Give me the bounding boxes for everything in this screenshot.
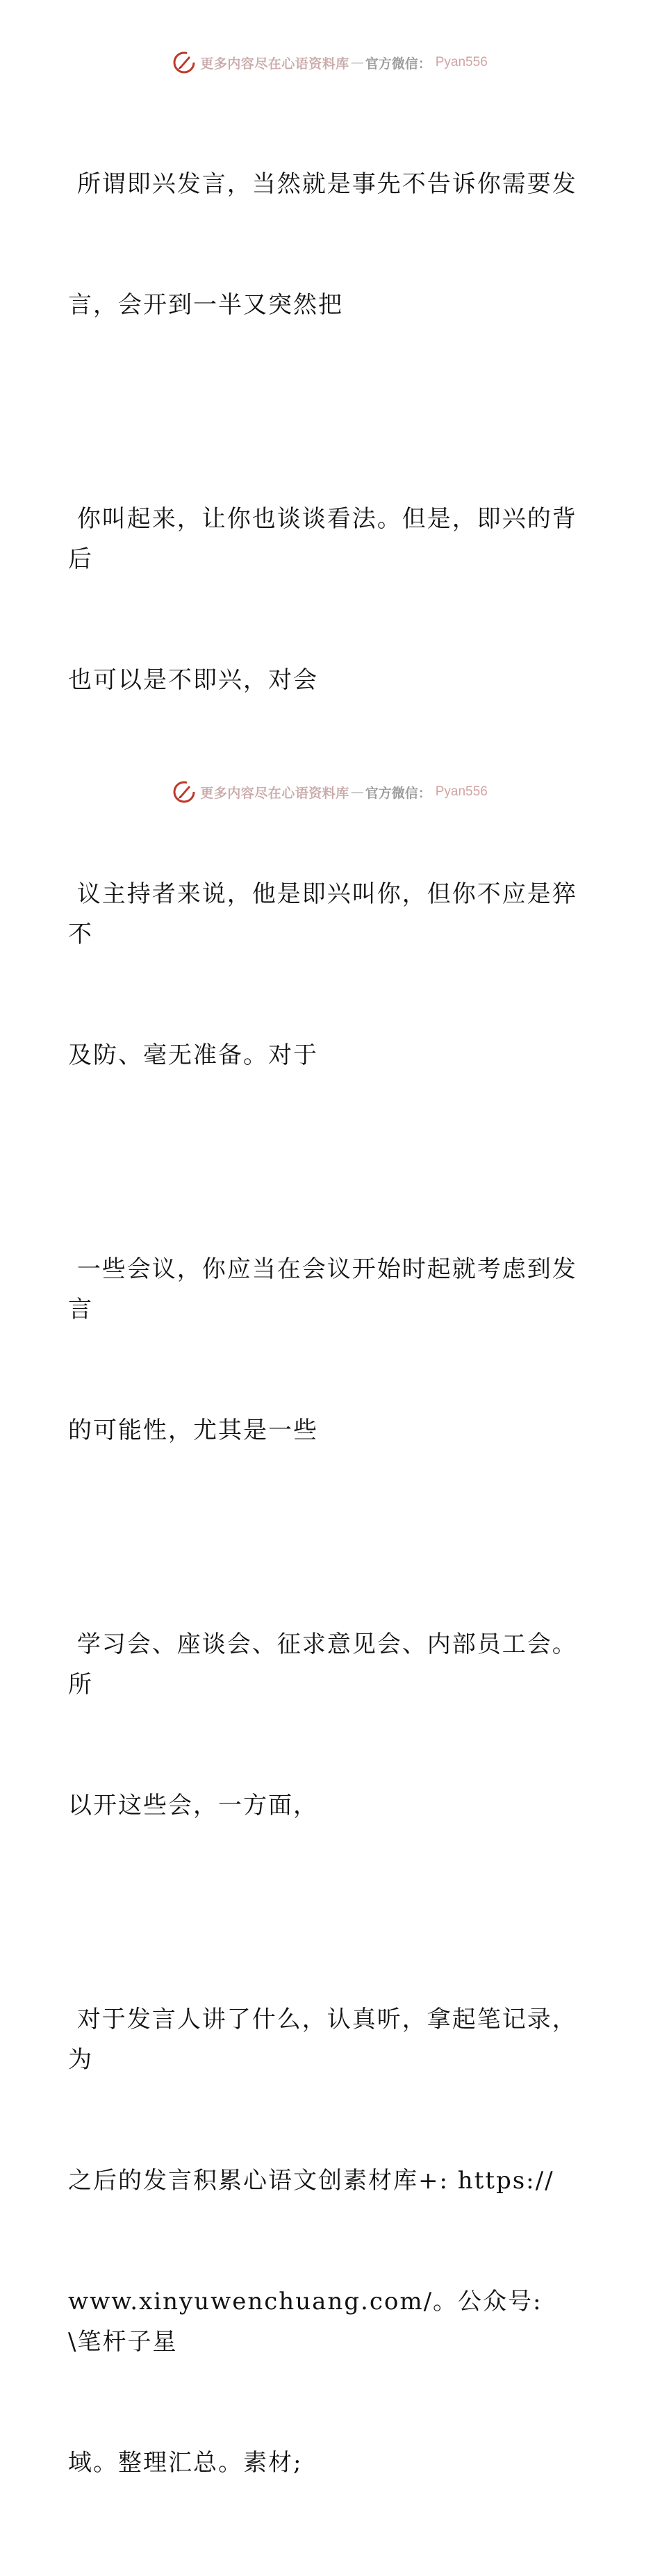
text-line: 及防、毫无准备。对于 xyxy=(68,1041,318,1069)
text-line: 你叫起来，让你也谈谈看法。但是，即兴的背后 xyxy=(68,505,577,573)
text-line: 学习会、座谈会、征求意见会、内部员工会。所 xyxy=(68,1630,577,1699)
paragraph xyxy=(68,793,582,1156)
text-line: 也可以是不即兴，对会 xyxy=(68,666,318,694)
text-line: 以开这些会，一方面， xyxy=(68,1792,318,1819)
banner-wechat-label: 官方微信： xyxy=(365,785,431,801)
banner-wechat-label: 官方微信： xyxy=(365,56,431,72)
text-line: 对于发言人讲了什么，认真听，拿起笔记录，为 xyxy=(68,2006,577,2074)
text-line: 之后的发言积累心语文创素材库+: https:// xyxy=(68,2167,554,2195)
text-line: 议主持者来说，他是即兴叫你，但你不应是猝不 xyxy=(68,880,577,948)
paragraph xyxy=(68,1544,582,1906)
banner-wechat-id: Pyan556 xyxy=(435,784,488,799)
quill-logo-icon xyxy=(172,780,196,804)
quill-logo-icon xyxy=(172,51,196,74)
banner-dash: — xyxy=(350,784,364,800)
banner-wechat-id: Pyan556 xyxy=(435,55,488,69)
text-line: 所谓即兴发言，当然就是事先不告诉你需要发 xyxy=(68,170,577,198)
banner-main-text: 更多内容尽在心语资料库 xyxy=(200,56,349,72)
header-banner xyxy=(0,49,660,76)
paragraph xyxy=(68,418,582,781)
paragraph xyxy=(68,1919,582,2563)
footer-banner xyxy=(0,778,660,806)
paragraph xyxy=(68,83,582,406)
document-body xyxy=(68,83,582,2576)
text-line: 言，会开到一半又突然把 xyxy=(68,291,343,319)
banner-main-text: 更多内容尽在心语资料库 xyxy=(200,785,349,801)
text-line: 一些会议，你应当在会议开始时起就考虑到发言 xyxy=(68,1255,577,1323)
banner-dash: — xyxy=(350,55,364,70)
text-line: www.xinyuwenchuang.com/。公众号: \笔杆子星 xyxy=(68,2288,552,2356)
text-line: 域。整理汇总。素材; xyxy=(68,2449,303,2477)
text-line: 的可能性，尤其是一些 xyxy=(68,1417,318,1444)
paragraph xyxy=(68,1169,582,1531)
